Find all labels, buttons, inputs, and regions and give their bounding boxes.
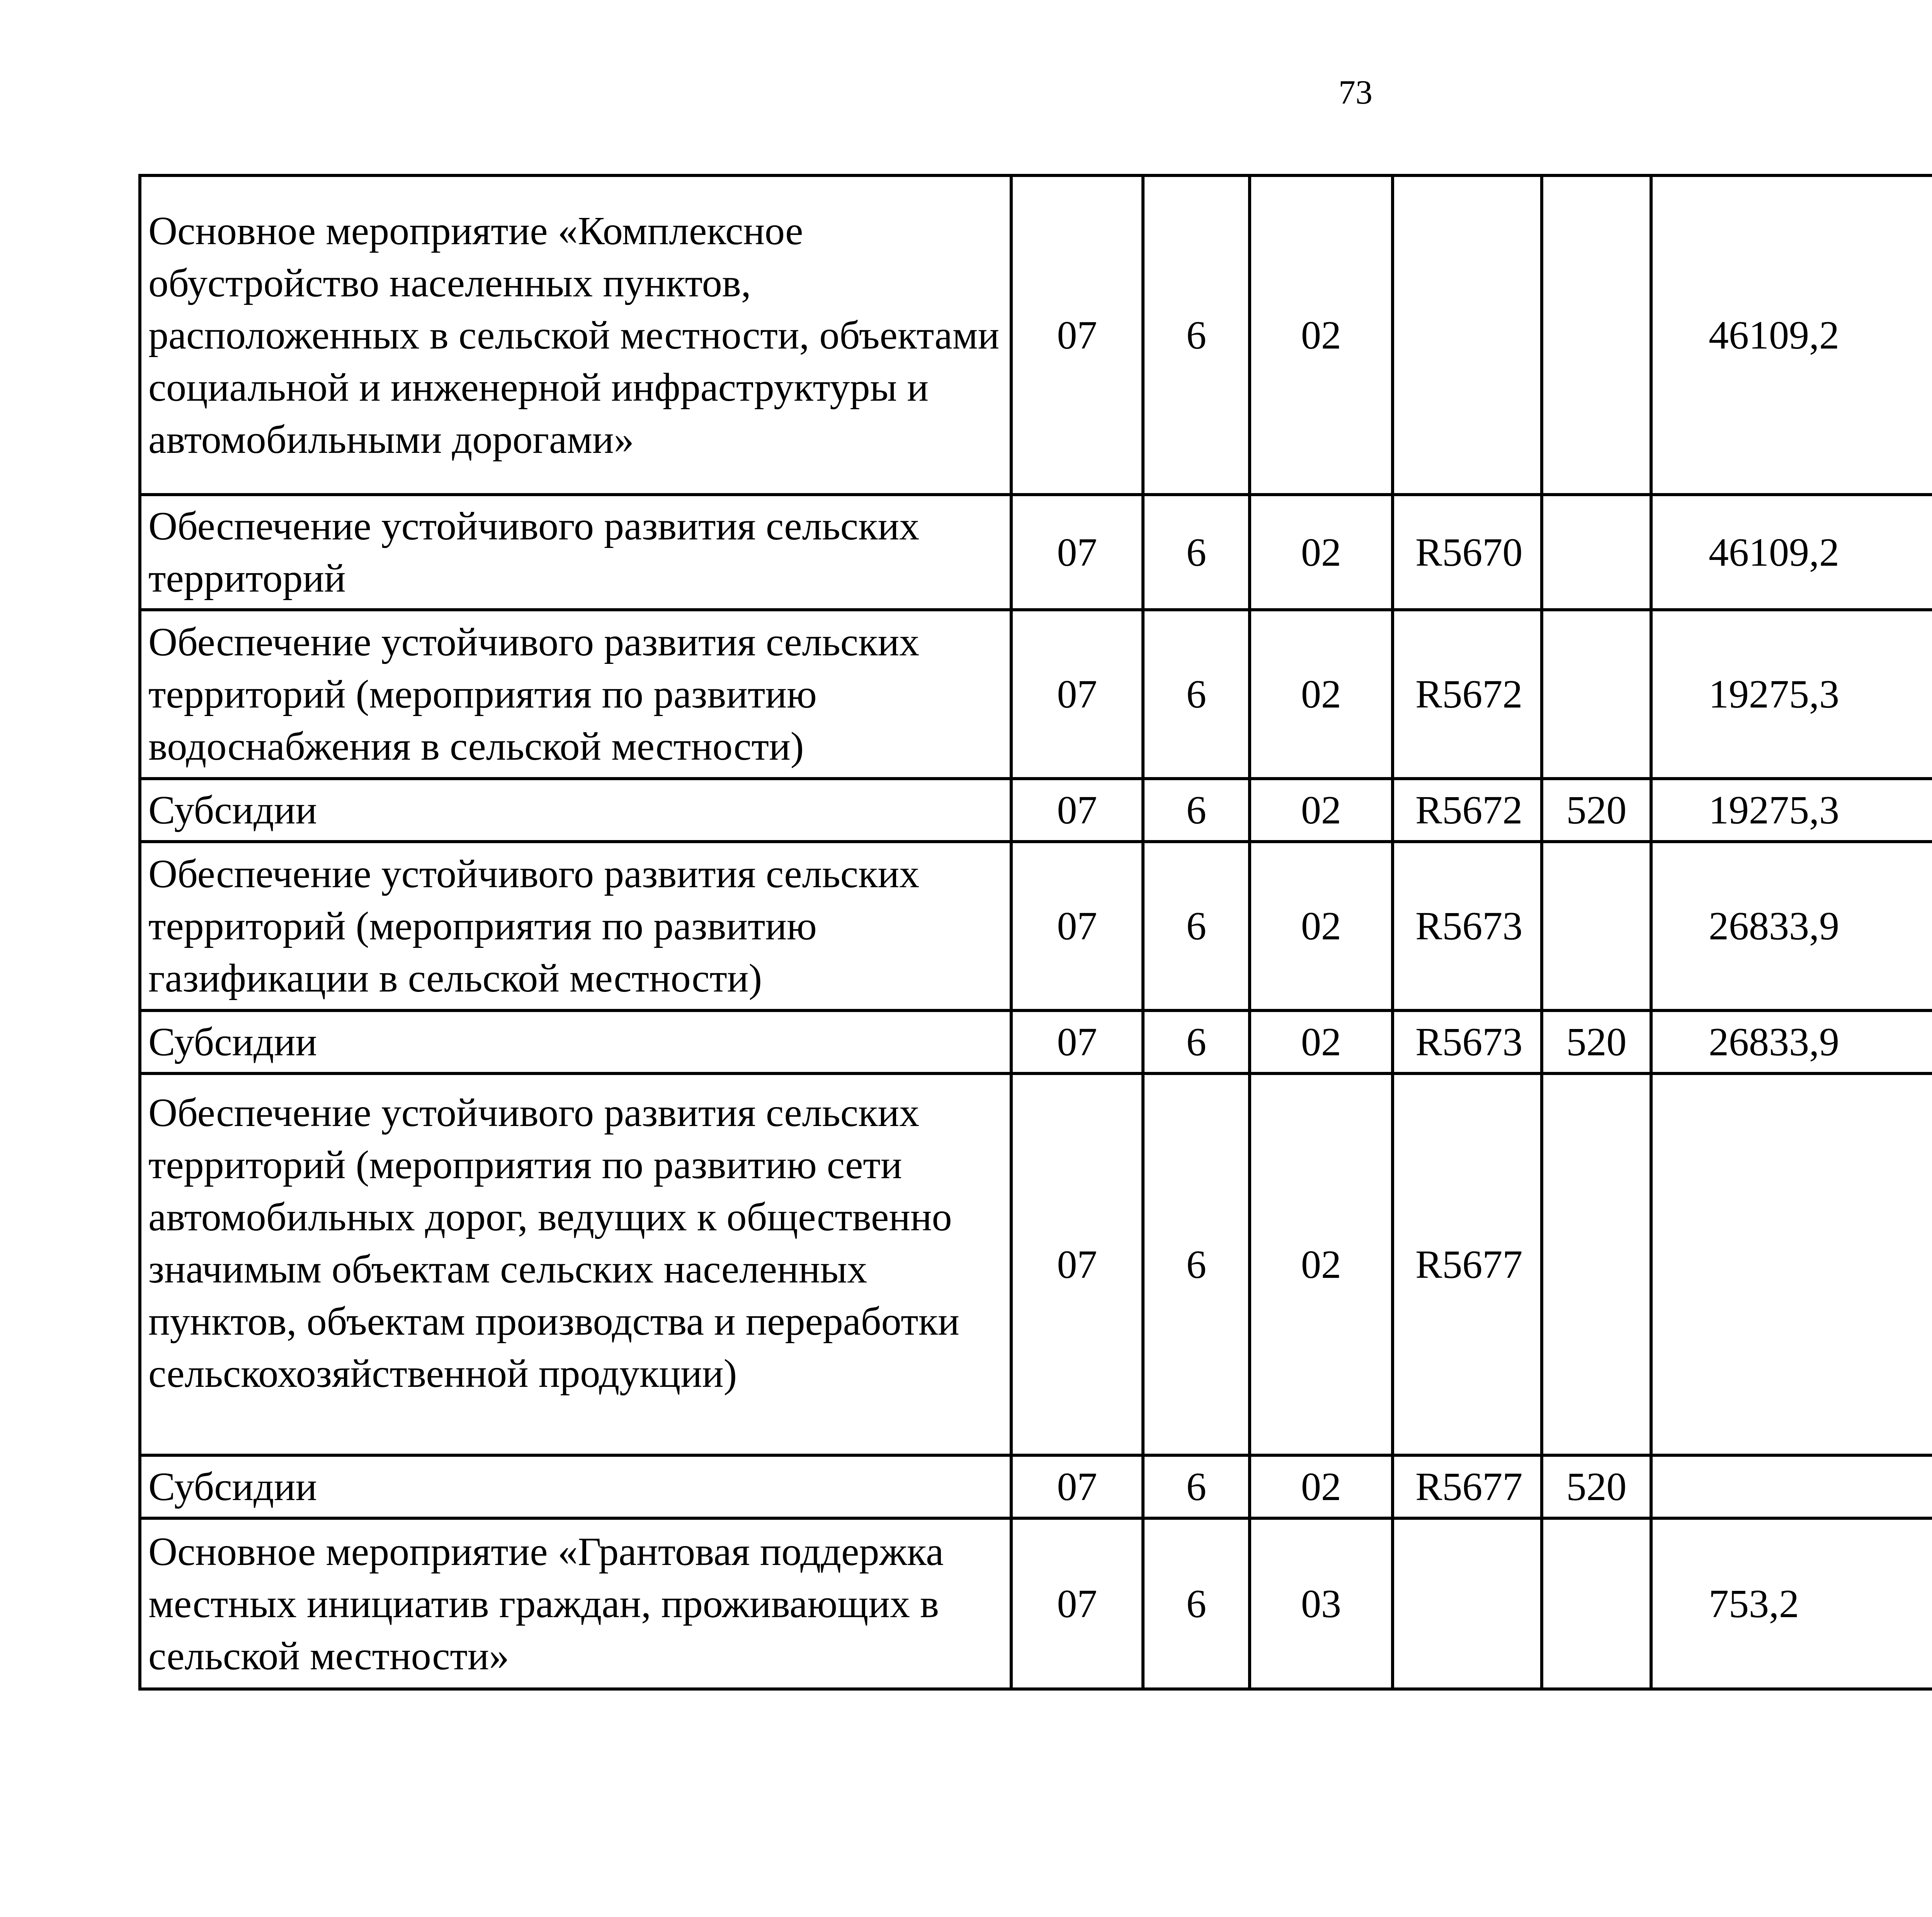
program-code: 6 xyxy=(1143,842,1250,1010)
amount-year-1: 753,2 xyxy=(1651,1518,1932,1689)
item-name: Обеспечение устойчивого развития сельских территорий (мероприятия по развитию газификации в сельской местности) xyxy=(140,842,1011,1010)
table-row xyxy=(140,1073,1932,1455)
subprogram-code: 02 xyxy=(1250,842,1393,1010)
direction-code: R5677 xyxy=(1393,1455,1542,1518)
direction-code xyxy=(1393,1518,1542,1689)
amount-year-1: 46109,2 xyxy=(1651,175,1932,495)
item-name: Обеспечение устойчивого развития сельских территорий xyxy=(140,495,1011,610)
section-code: 07 xyxy=(1011,610,1143,779)
direction-code: R5672 xyxy=(1393,779,1542,842)
expense-type-code xyxy=(1542,1518,1651,1689)
program-code: 6 xyxy=(1143,175,1250,495)
section-code: 07 xyxy=(1011,1073,1143,1455)
page-number: 73 xyxy=(1338,74,1372,111)
table-row xyxy=(140,610,1932,779)
subprogram-code: 02 xyxy=(1250,779,1393,842)
direction-code: R5672 xyxy=(1393,610,1542,779)
table-row xyxy=(140,1518,1932,1689)
program-code: 6 xyxy=(1143,1010,1250,1073)
amount-year-1 xyxy=(1651,1455,1932,1518)
amount-year-1: 19275,3 xyxy=(1651,610,1932,779)
item-name: Основное мероприятие «Комплексное обустройство населенных пунктов, расположенных в сельской местности, объектами социальной и инженерной инфраструктуры и автомобильными дорогами» xyxy=(140,175,1011,495)
table-row xyxy=(140,1010,1932,1073)
table-row xyxy=(140,495,1932,610)
expense-type-code xyxy=(1542,495,1651,610)
item-name: Основное мероприятие «Грантовая поддержка местных инициатив граждан, проживающих в сельской местности» xyxy=(140,1518,1011,1689)
amount-year-1: 26833,9 xyxy=(1651,1010,1932,1073)
program-code: 6 xyxy=(1143,1455,1250,1518)
section-code: 07 xyxy=(1011,1010,1143,1073)
subprogram-code: 03 xyxy=(1250,1518,1393,1689)
item-name: Субсидии xyxy=(140,779,1011,842)
amount-year-1: 26833,9 xyxy=(1651,842,1932,1010)
item-name: Обеспечение устойчивого развития сельских территорий (мероприятия по развитию сети автомобильных дорог, ведущих к общественно значимым объектам сельских населенных пунктов, объектам производства и переработки сельскохозяйственной продукции) xyxy=(140,1073,1011,1455)
direction-code: R5677 xyxy=(1393,1073,1542,1455)
subprogram-code: 02 xyxy=(1250,495,1393,610)
program-code: 6 xyxy=(1143,610,1250,779)
program-code: 6 xyxy=(1143,495,1250,610)
expense-type-code xyxy=(1542,175,1651,495)
section-code: 07 xyxy=(1011,842,1143,1010)
table-row xyxy=(140,175,1932,495)
subprogram-code: 02 xyxy=(1250,1455,1393,1518)
direction-code: R5673 xyxy=(1393,1010,1542,1073)
section-code: 07 xyxy=(1011,1518,1143,1689)
section-code: 07 xyxy=(1011,1455,1143,1518)
table-row xyxy=(140,1455,1932,1518)
direction-code: R5673 xyxy=(1393,842,1542,1010)
section-code: 07 xyxy=(1011,175,1143,495)
expense-type-code xyxy=(1542,610,1651,779)
expense-type-code: 520 xyxy=(1542,1455,1651,1518)
item-name: Субсидии xyxy=(140,1010,1011,1073)
budget-table xyxy=(138,174,1932,1691)
subprogram-code: 02 xyxy=(1250,610,1393,779)
direction-code xyxy=(1393,175,1542,495)
amount-year-1 xyxy=(1651,1073,1932,1455)
table-row xyxy=(140,842,1932,1010)
table-row xyxy=(140,779,1932,842)
subprogram-code: 02 xyxy=(1250,1010,1393,1073)
program-code: 6 xyxy=(1143,1518,1250,1689)
section-code: 07 xyxy=(1011,495,1143,610)
item-name: Субсидии xyxy=(140,1455,1011,1518)
expense-type-code xyxy=(1542,842,1651,1010)
subprogram-code: 02 xyxy=(1250,1073,1393,1455)
subprogram-code: 02 xyxy=(1250,175,1393,495)
direction-code: R5670 xyxy=(1393,495,1542,610)
amount-year-1: 19275,3 xyxy=(1651,779,1932,842)
expense-type-code: 520 xyxy=(1542,1010,1651,1073)
program-code: 6 xyxy=(1143,779,1250,842)
expense-type-code xyxy=(1542,1073,1651,1455)
item-name: Обеспечение устойчивого развития сельских территорий (мероприятия по развитию водоснабжения в сельской местности) xyxy=(140,610,1011,779)
program-code: 6 xyxy=(1143,1073,1250,1455)
section-code: 07 xyxy=(1011,779,1143,842)
expense-type-code: 520 xyxy=(1542,779,1651,842)
amount-year-1: 46109,2 xyxy=(1651,495,1932,610)
